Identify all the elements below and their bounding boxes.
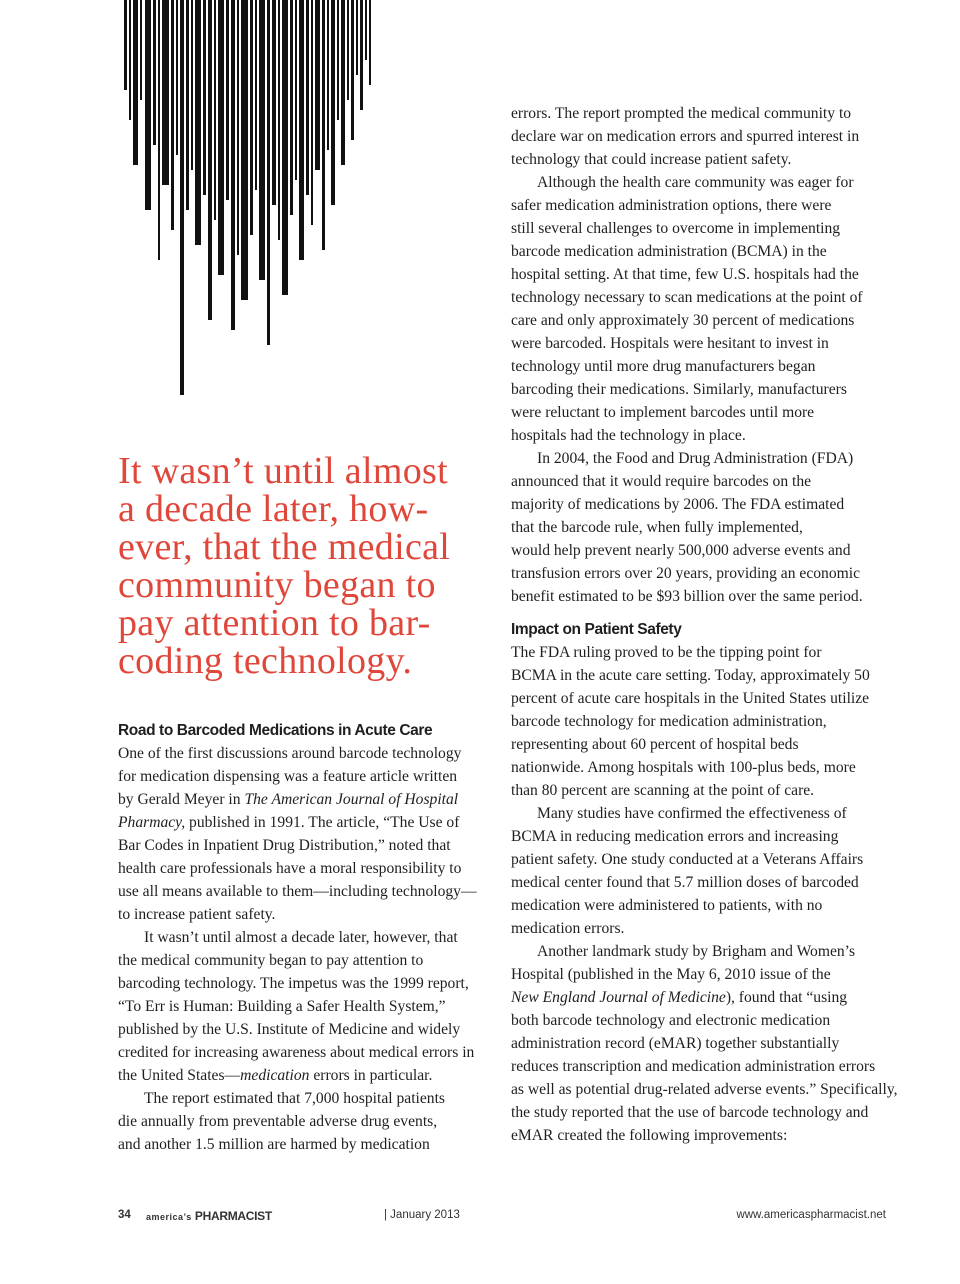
text-line: that the barcode rule, when fully implemented, (511, 519, 803, 536)
barcode-bar (186, 0, 189, 210)
barcode-bar (295, 0, 297, 180)
text-line: for medication dispensing was a feature article written (118, 768, 458, 785)
text-line: were barcoded. Hospitals were hesitant to invest in (511, 335, 829, 352)
text-line: In 2004, the Food and Drug Administration (FDA) (537, 450, 854, 467)
barcode-bar (153, 0, 156, 145)
barcode-bar (306, 0, 309, 195)
barcode-bar (124, 0, 127, 90)
barcode-bar (322, 0, 325, 250)
text-line: and another 1.5 million are harmed by medication (118, 1136, 430, 1153)
text-line: Many studies have confirmed the effectiveness of (537, 805, 847, 822)
journal-title-italic: The American Journal of Hospital (244, 791, 459, 808)
right-column (511, 102, 898, 1147)
barcode-bar (171, 0, 174, 230)
text-line: barcode technology for medication administration, (511, 713, 827, 730)
barcode-bar (176, 0, 178, 155)
barcode-bar (290, 0, 293, 215)
barcode-bar (347, 0, 349, 100)
text-line: health care professionals have a moral responsibility to (118, 860, 462, 877)
barcode-bar (162, 0, 169, 185)
barcode-bar (241, 0, 248, 300)
text-line: One of the first discussions around barcode technology (118, 745, 462, 762)
barcode-bar (337, 0, 339, 120)
emphasis-italic: medication (240, 1067, 310, 1084)
barcode-bar (158, 0, 160, 260)
text-line: barcode medication administration (BCMA) in the (511, 243, 827, 260)
text-line: safer medication administration options, there were (511, 197, 832, 214)
text-line (118, 1064, 496, 1087)
issue-date: | January 2013 (384, 1209, 460, 1221)
text-line: were reluctant to implement barcodes until more (511, 404, 815, 421)
barcode-bar (351, 0, 354, 140)
text-line: care and only approximately 30 percent of medications (511, 312, 855, 329)
text-line: credited for increasing awareness about medical errors in (118, 1044, 475, 1061)
pull-quote-line: coding technology. (118, 640, 413, 682)
text-line: technology that could increase patient safety. (511, 151, 792, 168)
text-line: use all means available to them—including technology— (118, 883, 477, 900)
barcode-bar (218, 0, 224, 275)
text-line: It wasn’t until almost a decade later, however, that (144, 929, 458, 946)
text-line: The report estimated that 7,000 hospital patients (144, 1090, 445, 1107)
barcode-bar (360, 0, 363, 110)
page-footer (118, 1209, 886, 1229)
pull-quote (118, 452, 498, 680)
barcode-bar (341, 0, 345, 165)
text-line: medication errors. (511, 920, 625, 937)
barcode-bar (180, 0, 184, 395)
text-span: by Gerald Meyer in (118, 791, 245, 808)
page-number: 34 (118, 1209, 131, 1221)
barcode-bar (255, 0, 257, 190)
text-line: as well as potential drug-related adverse events.” Specifically, (511, 1081, 898, 1098)
text-line: Another landmark study by Brigham and Women’s (537, 943, 856, 960)
text-line: technology necessary to scan medications at the point of (511, 289, 863, 306)
logo-small-text: america’s (146, 1212, 192, 1222)
barcode-bar (145, 0, 151, 210)
paragraph (118, 742, 496, 926)
text-line: nationwide. Among hospitals with 100-plus beds, more (511, 759, 856, 776)
text-line: the medical community began to pay attention to (118, 952, 424, 969)
text-span: errors in particular. (309, 1067, 433, 1084)
text-line: reduces transcription and medication administration errors (511, 1058, 876, 1075)
section-heading-impact: Impact on Patient Safety (511, 621, 682, 638)
journal-title-italic: New England Journal of Medicine (511, 989, 726, 1006)
barcode-bar (226, 0, 229, 200)
text-line: than 80 percent are scanning at the point of care. (511, 782, 815, 799)
text-line (511, 986, 891, 1009)
text-line: representing about 60 percent of hospital beds (511, 736, 799, 753)
text-line: The FDA ruling proved to be the tipping point for (511, 644, 822, 661)
text-line: transfusion errors over 20 years, providing an economic (511, 565, 861, 582)
text-line: both barcode technology and electronic medication (511, 1012, 831, 1029)
text-line: eMAR created the following improvements: (511, 1127, 788, 1144)
barcode-bar (191, 0, 193, 170)
barcode-bar (267, 0, 270, 345)
barcode-bar (369, 0, 371, 85)
text-line: medication were administered to patients, with no (511, 897, 823, 914)
barcode-bar (203, 0, 206, 195)
text-span: published in 1991. The article, “The Use of (185, 814, 460, 831)
text-line: Bar Codes in Inpatient Drug Distribution,” noted that (118, 837, 451, 854)
barcode-bar (327, 0, 329, 150)
text-line: die annually from preventable adverse drug events, (118, 1113, 438, 1130)
text-span: ), found that “using (725, 989, 848, 1006)
barcode-bar (129, 0, 131, 120)
text-line: declare war on medication errors and spurred interest in (511, 128, 860, 145)
paragraph (511, 102, 891, 171)
barcode-bar (208, 0, 212, 320)
left-column (118, 719, 496, 1156)
text-line: hospital setting. At that time, few U.S. hospitals had the (511, 266, 859, 283)
text-line: errors. The report prompted the medical community to (511, 105, 852, 122)
text-line: announced that it would require barcodes on the (511, 473, 812, 490)
text-line: barcoding technology. The impetus was the 1999 report, (118, 975, 469, 992)
barcode-bar (365, 0, 367, 60)
text-line: benefit estimated to be $93 billion over the same period. (511, 588, 863, 605)
logo-large-text: PHARMACIST (194, 1209, 272, 1223)
barcode-bar (237, 0, 239, 255)
text-line: published by the U.S. Institute of Medicine and widely (118, 1021, 461, 1038)
barcode-bar (315, 0, 320, 170)
text-line: Although the health care community was eager for (537, 174, 854, 191)
website-link[interactable]: www.americaspharmacist.net (736, 1209, 886, 1221)
barcode-bar (214, 0, 216, 220)
paragraph (511, 802, 891, 940)
text-line: still several challenges to overcome in implementing (511, 220, 841, 237)
barcode-bar (140, 0, 142, 100)
paragraph (511, 171, 891, 447)
pull-quote-line: a decade later, how- (118, 488, 429, 530)
barcode-bar (195, 0, 201, 245)
paragraph (118, 926, 496, 1087)
barcode-bar (311, 0, 313, 225)
text-line: medical center found that 5.7 million doses of barcoded (511, 874, 859, 891)
text-line: hospitals had the technology in place. (511, 427, 746, 444)
barcode-bar (282, 0, 288, 295)
text-line: the study reported that the use of barcode technology and (511, 1104, 869, 1121)
text-span: the United States— (118, 1067, 241, 1084)
text-line (118, 788, 496, 811)
barcode-bar (133, 0, 138, 165)
paragraph (511, 940, 898, 1147)
pull-quote-line: community began to (118, 564, 436, 606)
text-line: BCMA in the acute care setting. Today, approximately 50 (511, 667, 870, 684)
section-heading-road: Road to Barcoded Medications in Acute Care (118, 722, 433, 739)
barcode-bar (278, 0, 280, 240)
barcode-bar (299, 0, 304, 260)
pull-quote-line: ever, that the medical (118, 526, 451, 568)
journal-title-italic: Pharmacy, (118, 814, 186, 831)
barcode-bar (331, 0, 335, 205)
text-line: patient safety. One study conducted at a Veterans Affairs (511, 851, 864, 868)
text-line: would help prevent nearly 500,000 adverse events and (511, 542, 851, 559)
text-line: majority of medications by 2006. The FDA estimated (511, 496, 845, 513)
text-line: Hospital (published in the May 6, 2010 issue of the (511, 966, 831, 983)
barcode-bar (259, 0, 265, 280)
text-line: technology until more drug manufacturers began (511, 358, 816, 375)
text-line: “To Err is Human: Building a Safer Health System,” (118, 998, 446, 1015)
text-line: BCMA in reducing medication errors and increasing (511, 828, 839, 845)
text-line: to increase patient safety. (118, 906, 276, 923)
paragraph (118, 1087, 496, 1156)
paragraph (511, 447, 891, 608)
text-line: barcoding their medications. Similarly, manufacturers (511, 381, 847, 398)
paragraph (511, 641, 891, 802)
barcode-bar (272, 0, 276, 205)
text-line: administration record (eMAR) together substantially (511, 1035, 840, 1052)
text-line (118, 811, 496, 834)
pull-quote-line: pay attention to bar- (118, 602, 431, 644)
barcode-bar (231, 0, 235, 330)
magazine-logo (146, 1209, 272, 1223)
text-line: percent of acute care hospitals in the United States utilize (511, 690, 870, 707)
pull-quote-line: It wasn’t until almost (118, 450, 448, 492)
barcode-bar (356, 0, 358, 75)
barcode-bar (250, 0, 253, 235)
